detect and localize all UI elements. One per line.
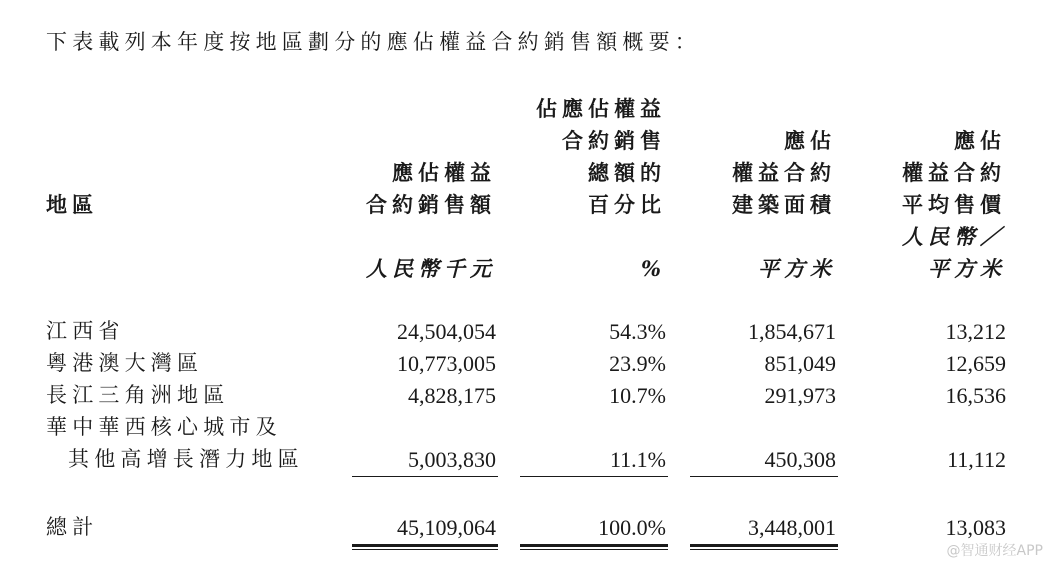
header-region: 地區 (46, 192, 98, 217)
row-area: 851,049 (764, 351, 836, 376)
header-percent-line4: 百分比 (588, 192, 666, 217)
row-region: 粵港澳大灣區 (46, 351, 204, 375)
total-rule-percent (520, 544, 668, 547)
subtotal-rule-area (690, 476, 838, 477)
total-sales: 45,109,064 (397, 515, 496, 540)
total-rule-percent-thin (520, 549, 668, 550)
row-percent: 54.3% (609, 319, 666, 344)
header-percent-line1: 佔應佔權益 (536, 96, 666, 121)
row-sales: 4,828,175 (408, 383, 496, 408)
row-region-line1: 華中華西核心城市及 (46, 415, 282, 439)
total-rule-sales (352, 544, 498, 547)
row-sales: 5,003,830 (408, 447, 496, 472)
row-region: 江西省 (46, 319, 125, 343)
header-price-line2: 權益合約 (902, 160, 1006, 185)
row-region: 長江三角洲地區 (46, 383, 230, 407)
total-percent: 100.0% (598, 515, 666, 540)
row-region-line2: 其他高增長潛力地區 (68, 447, 304, 471)
subtotal-rule-sales (352, 476, 498, 477)
total-rule-area-thin (690, 549, 838, 550)
intro-text: 下表載列本年度按地區劃分的應佔權益合約銷售額概要： (46, 30, 701, 54)
row-price: 12,659 (945, 351, 1006, 376)
row-area: 291,973 (764, 383, 836, 408)
total-area: 3,448,001 (748, 515, 836, 540)
row-price: 16,536 (945, 383, 1006, 408)
header-price-line1: 應佔 (954, 128, 1006, 153)
row-price: 11,112 (947, 447, 1006, 472)
total-price: 13,083 (945, 515, 1006, 540)
header-sales-line1: 應佔權益 (392, 160, 496, 185)
row-percent: 10.7% (609, 383, 666, 408)
row-percent: 11.1% (609, 447, 666, 472)
header-area-line1: 應佔 (784, 128, 836, 153)
unit-area: 平方米 (758, 256, 836, 281)
subtotal-rule-percent (520, 476, 668, 477)
row-area: 450,308 (764, 447, 836, 472)
header-area-line2: 權益合約 (732, 160, 836, 185)
unit-price-line1: 人民幣／ (902, 224, 1006, 249)
unit-sales: 人民幣千元 (366, 256, 496, 281)
total-label: 總計 (46, 515, 99, 539)
row-percent: 23.9% (609, 351, 666, 376)
header-percent-line2: 合約銷售 (562, 128, 666, 153)
row-sales: 10,773,005 (397, 351, 496, 376)
header-sales-line2: 合約銷售額 (366, 192, 496, 217)
unit-price-line2: 平方米 (928, 256, 1006, 281)
row-area: 1,854,671 (748, 319, 836, 344)
unit-percent: % (641, 256, 666, 281)
header-area-line3: 建築面積 (732, 192, 836, 217)
row-price: 13,212 (945, 319, 1006, 344)
row-sales: 24,504,054 (397, 319, 496, 344)
total-rule-sales-thin (352, 549, 498, 550)
header-price-line3: 平均售價 (902, 192, 1006, 217)
header-percent-line3: 總額的 (588, 160, 666, 185)
total-rule-area (690, 544, 838, 547)
watermark-text: @智通财经APP (946, 543, 1043, 559)
